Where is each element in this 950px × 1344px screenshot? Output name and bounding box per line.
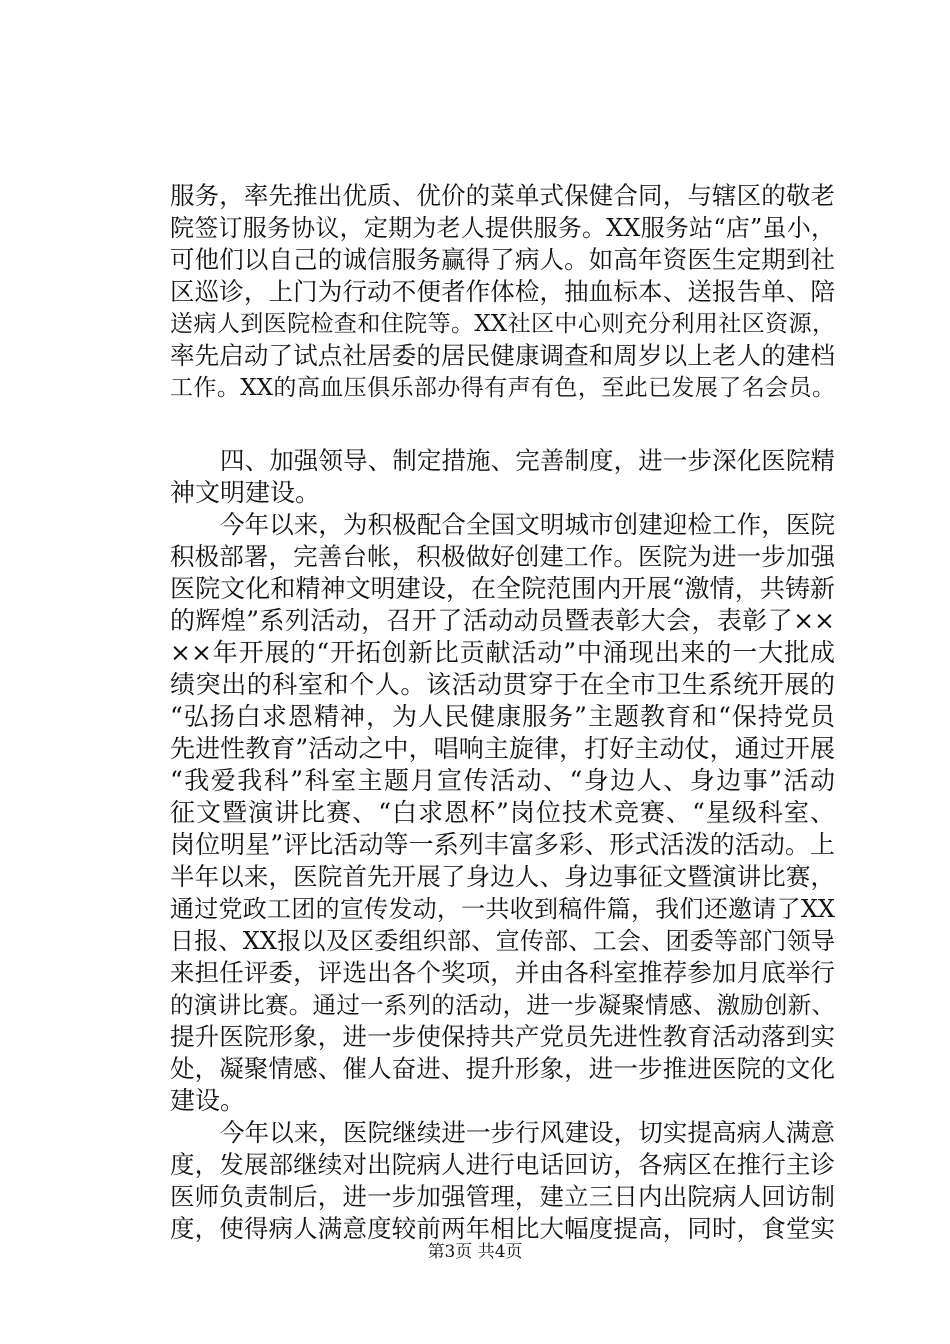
text-line: 工作。XX的高血压俱乐部办得有声有色，至此已发展了名会员。 bbox=[170, 375, 835, 401]
text-line: 来担任评委，评选出各个奖项，并由各科室推荐参加月底举行 bbox=[170, 958, 835, 987]
text-line: 服务，率先推出优质、优价的菜单式保健合同，与辖区的敬老 bbox=[170, 181, 835, 210]
text-line: 日报、XX报以及区委组织部、宣传部、工会、团委等部门领导 bbox=[170, 927, 835, 955]
text-line: 今年以来，为积极配合全国文明城市创建迎检工作，医院 bbox=[220, 510, 835, 539]
text-line: 今年以来，医院继续进一步行风建设，切实提高病人满意 bbox=[220, 1118, 835, 1147]
text-line: 绩突出的科室和个人。该活动贯穿于在全市卫生系统开展的 bbox=[170, 670, 835, 699]
text-line: 区巡诊，上门为行动不便者作体检，抽血标本、送报告单、陪 bbox=[170, 277, 835, 306]
page-footer: 第3页 共4页 bbox=[427, 1242, 523, 1262]
paragraph-services bbox=[170, 180, 835, 404]
paragraph-conduct bbox=[170, 1117, 835, 1245]
text-line: 的辉煌”系列活动，召开了活动动员暨表彰大会，表彰了×× bbox=[170, 606, 835, 635]
heading-line: 四、加强领导、制定措施、完善制度，进一步深化医院精 bbox=[220, 446, 835, 475]
text-line: “我爱我科”科室主题月宣传活动、“身边人、身边事”活动 bbox=[170, 766, 835, 795]
text-line: 通过党政工团的宣传发动，一共收到稿件篇，我们还邀请了XX bbox=[170, 895, 835, 923]
text-line: 积极部署，完善台帐，积极做好创建工作。医院为进一步加强 bbox=[170, 542, 835, 571]
text-line: 率先启动了试点社居委的居民健康调查和周岁以上老人的建档 bbox=[170, 341, 835, 370]
paragraph-gap bbox=[170, 404, 835, 445]
text-line: 的演讲比赛。通过一系列的活动，进一步凝聚情感、激励创新、 bbox=[170, 991, 835, 1019]
text-line: ××年开展的“开拓创新比贡献活动”中涌现出来的一大批成 bbox=[170, 638, 835, 667]
text-line: 医师负责制后，进一步加强管理，建立三日内出院病人回访制 bbox=[170, 1182, 835, 1211]
text-line: 送病人到医院检查和住院等。XX社区中心则充分利用社区资源， bbox=[170, 311, 835, 337]
text-line: “弘扬白求恩精神，为人民健康服务”主题教育和“保持党员 bbox=[170, 702, 835, 731]
text-line: 度，发展部继续对出院病人进行电话回访，各病区在推行主诊 bbox=[170, 1150, 835, 1179]
text-line: 提升医院形象，进一步使保持共产党员先进性教育活动落到实 bbox=[170, 1022, 835, 1051]
text-line: 岗位明星”评比活动等一系列丰富多彩、形式活泼的活动。上 bbox=[170, 830, 835, 859]
text-line: 处，凝聚情感、催人奋进、提升形象，进一步推进医院的文化 bbox=[170, 1054, 835, 1083]
paragraph-civilization bbox=[170, 509, 835, 1117]
heading-line: 神文明建设。 bbox=[170, 478, 321, 507]
text-line: 度，使得病人满意度较前两年相比大幅度提高，同时，食堂实 bbox=[170, 1214, 835, 1243]
text-line: 先进性教育”活动之中，唱响主旋律，打好主动仗，通过开展 bbox=[170, 734, 835, 763]
text-line: 可他们以自己的诚信服务赢得了病人。如高年资医生定期到社 bbox=[170, 245, 835, 274]
section-heading-4 bbox=[170, 445, 835, 509]
text-line: 院签订服务协议，定期为老人提供服务。XX服务站“店”虽小， bbox=[170, 214, 835, 242]
text-line: 征文暨演讲比赛、“白求恩杯”岗位技术竞赛、“星级科室、 bbox=[170, 798, 835, 827]
text-line: 半年以来，医院首先开展了身边人、身边事征文暨演讲比赛， bbox=[170, 862, 835, 891]
document-body bbox=[170, 180, 835, 1245]
text-line: 医院文化和精神文明建设，在全院范围内开展“激情，共铸新 bbox=[170, 574, 835, 603]
text-line: 建设。 bbox=[170, 1086, 246, 1115]
